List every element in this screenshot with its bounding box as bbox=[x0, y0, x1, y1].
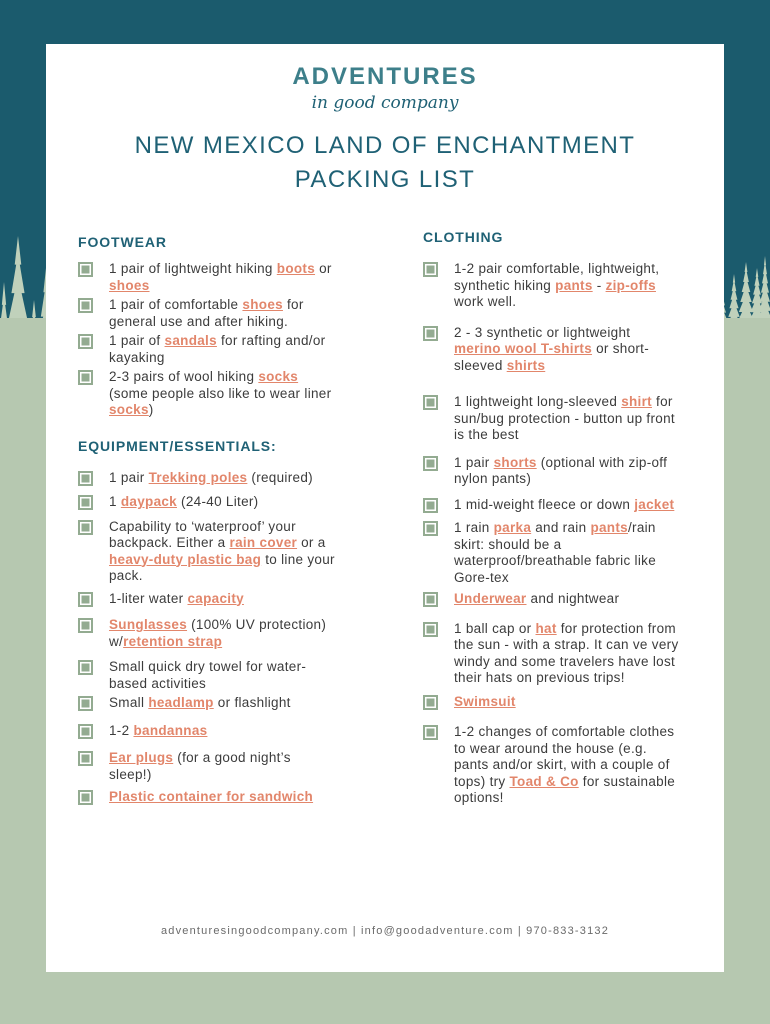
checkbox[interactable] bbox=[78, 471, 93, 486]
footwear-item bbox=[78, 297, 350, 330]
item-text bbox=[454, 621, 680, 687]
item-text bbox=[109, 617, 337, 650]
item-text bbox=[109, 261, 337, 294]
item-text-segment: 2-3 pairs of wool hiking bbox=[109, 369, 259, 384]
item-link[interactable]: retention strap bbox=[123, 633, 223, 649]
item-text-segment: (some people also like to wear liner bbox=[109, 385, 332, 401]
checkbox[interactable] bbox=[423, 262, 438, 277]
item-link[interactable]: headlamp bbox=[148, 695, 214, 710]
footwear-list bbox=[78, 261, 350, 419]
checkbox[interactable] bbox=[78, 618, 93, 633]
item-link[interactable]: socks bbox=[258, 369, 299, 384]
checkbox[interactable] bbox=[78, 724, 93, 739]
checkbox[interactable] bbox=[78, 592, 93, 607]
clothing-item bbox=[423, 724, 687, 807]
checkbox[interactable] bbox=[78, 696, 93, 711]
item-text-segment: (100% UV protection) w/ bbox=[109, 617, 327, 649]
item-text-segment: 1 pair of lightweight hiking bbox=[109, 261, 277, 276]
item-link[interactable]: hat bbox=[535, 620, 557, 636]
item-link[interactable]: pants bbox=[555, 277, 593, 293]
checkbox[interactable] bbox=[78, 262, 93, 277]
checkbox[interactable] bbox=[423, 326, 438, 341]
item-link[interactable]: shorts bbox=[493, 454, 537, 470]
equipment-item bbox=[78, 494, 350, 511]
item-text-segment: and rain bbox=[531, 520, 591, 535]
item-link[interactable]: Plastic container for sandwich bbox=[109, 789, 314, 804]
item-text-segment: 1 pair of bbox=[109, 333, 165, 348]
item-text bbox=[454, 724, 680, 807]
clothing-item bbox=[423, 394, 687, 444]
item-link[interactable]: pants bbox=[590, 520, 628, 535]
page-title-line-2: PACKING LIST bbox=[294, 166, 476, 193]
item-text bbox=[109, 591, 337, 608]
item-text bbox=[109, 519, 337, 585]
section-heading-clothing: CLOTHING bbox=[423, 229, 504, 245]
equipment-item bbox=[78, 695, 350, 712]
item-text-segment: 1 pair bbox=[109, 469, 149, 485]
clothing-item bbox=[423, 497, 687, 514]
equipment-item bbox=[78, 659, 350, 692]
footwear-item bbox=[78, 369, 350, 419]
item-link[interactable]: shirts bbox=[506, 357, 546, 373]
item-text bbox=[454, 497, 680, 514]
checkbox[interactable] bbox=[78, 520, 93, 535]
clothing-item bbox=[423, 520, 687, 586]
checkbox[interactable] bbox=[78, 660, 93, 675]
left-column bbox=[78, 234, 350, 806]
item-text bbox=[454, 455, 680, 488]
item-text-segment: 1-2 bbox=[109, 722, 134, 738]
checkbox[interactable] bbox=[78, 370, 93, 385]
clothing-item bbox=[423, 325, 687, 375]
item-text bbox=[109, 369, 337, 419]
equipment-item bbox=[78, 789, 350, 806]
item-text-segment: and nightwear bbox=[526, 591, 620, 606]
item-link[interactable]: sandals bbox=[164, 333, 217, 348]
equipment-item bbox=[78, 591, 350, 608]
item-link[interactable]: shoes bbox=[109, 277, 150, 293]
item-text-segment: (required) bbox=[247, 469, 313, 485]
item-text-segment: or a bbox=[297, 535, 326, 550]
item-text bbox=[109, 659, 337, 692]
item-text-segment: or short-sleeved bbox=[454, 341, 650, 373]
right-column bbox=[423, 229, 687, 807]
checkbox[interactable] bbox=[423, 725, 438, 740]
item-text-segment: /rain skirt: should be a waterproof/breathable fabric like Gore-tex bbox=[454, 520, 657, 585]
checkbox[interactable] bbox=[423, 592, 438, 607]
item-text-segment: 1-2 pair comfortable, lightweight, synthetic hiking bbox=[454, 261, 660, 293]
item-text bbox=[109, 297, 337, 330]
item-link[interactable]: parka bbox=[493, 520, 532, 535]
item-text bbox=[109, 789, 337, 806]
checkbox[interactable] bbox=[78, 495, 93, 510]
equipment-item bbox=[78, 617, 350, 650]
item-link[interactable]: daypack bbox=[120, 494, 177, 509]
item-text-segment: 1 rain bbox=[454, 520, 494, 535]
item-text-segment: Capability to ‘waterproof’ your backpack. Either a bbox=[109, 518, 296, 550]
clothing-item bbox=[423, 621, 687, 687]
item-text bbox=[109, 333, 337, 366]
item-text bbox=[454, 325, 680, 375]
checkbox[interactable] bbox=[423, 395, 438, 410]
item-text bbox=[454, 394, 680, 444]
item-text-segment: work well. bbox=[454, 294, 517, 309]
item-link[interactable]: merino wool T-shirts bbox=[454, 341, 593, 356]
item-text-segment: for sun/bug protection - button up front is the best bbox=[454, 394, 675, 442]
item-text-segment: or bbox=[315, 261, 332, 276]
item-text-segment: 1 bbox=[109, 494, 121, 509]
item-link[interactable]: Sunglasses bbox=[109, 617, 188, 632]
item-text bbox=[109, 695, 337, 712]
item-link[interactable]: boots bbox=[276, 261, 316, 276]
checkbox[interactable] bbox=[423, 498, 438, 513]
equipment-item bbox=[78, 519, 350, 585]
section-heading-footwear: FOOTWEAR bbox=[78, 234, 167, 250]
item-text-segment: - bbox=[592, 277, 606, 293]
item-text-segment: for rafting and/or kayaking bbox=[109, 333, 326, 365]
clothing-item bbox=[423, 455, 687, 488]
item-text bbox=[109, 494, 337, 511]
section-heading-equipment: EQUIPMENT/ESSENTIALS: bbox=[78, 437, 277, 454]
clothing-list bbox=[423, 261, 687, 807]
item-link[interactable]: shoes bbox=[242, 297, 283, 312]
equipment-item bbox=[78, 470, 350, 487]
brand-name: ADVENTURES bbox=[292, 63, 478, 90]
item-text bbox=[454, 694, 680, 711]
clothing-item bbox=[423, 694, 687, 711]
footwear-item bbox=[78, 261, 350, 294]
footwear-item bbox=[78, 333, 350, 366]
item-link[interactable]: capacity bbox=[187, 590, 244, 606]
item-text-segment: for sustainable options! bbox=[454, 773, 676, 805]
item-link[interactable]: bandannas bbox=[133, 722, 208, 738]
item-link[interactable]: Underwear bbox=[454, 591, 527, 606]
item-text-segment: 1 lightweight long-sleeved bbox=[454, 394, 622, 409]
item-text-segment: 1-2 changes of comfortable clothes to wear around the house (e.g. pants and/or skirt, with a couple of tops) try bbox=[454, 724, 675, 789]
checkbox[interactable] bbox=[78, 298, 93, 313]
item-text-segment: 1 pair bbox=[454, 454, 494, 470]
item-link[interactable]: Ear plugs bbox=[109, 750, 174, 765]
checkbox[interactable] bbox=[78, 790, 93, 805]
item-text-segment: 1 pair of comfortable bbox=[109, 297, 243, 312]
item-text-segment: ) bbox=[148, 402, 154, 417]
item-text-segment: 2 - 3 synthetic or lightweight bbox=[454, 324, 631, 340]
item-link[interactable]: Toad & Co bbox=[509, 773, 579, 789]
item-text-segment: (optional with zip-off nylon pants) bbox=[454, 454, 668, 486]
item-link[interactable]: jacket bbox=[634, 496, 675, 512]
equipment-list bbox=[78, 470, 350, 806]
item-text bbox=[454, 261, 680, 311]
checkbox[interactable] bbox=[423, 622, 438, 637]
item-link[interactable]: shirt bbox=[621, 394, 652, 409]
item-link[interactable]: Trekking poles bbox=[148, 469, 248, 485]
item-link[interactable]: zip-offs bbox=[605, 277, 656, 293]
item-text bbox=[109, 750, 337, 783]
item-text bbox=[454, 591, 680, 608]
item-text-segment: 1 ball cap or bbox=[454, 620, 536, 636]
brand-tagline: in good company bbox=[311, 93, 459, 113]
item-text-segment: Small quick dry towel for water-based activities bbox=[109, 659, 307, 691]
item-text bbox=[454, 520, 680, 586]
clothing-item bbox=[423, 591, 687, 608]
item-text bbox=[109, 470, 337, 487]
item-text-segment: 1-liter water bbox=[109, 590, 188, 606]
checkbox[interactable] bbox=[423, 456, 438, 471]
item-text-segment: or flashlight bbox=[213, 695, 291, 710]
checkbox[interactable] bbox=[423, 695, 438, 710]
checkbox[interactable] bbox=[423, 521, 438, 536]
item-text-segment: (for a good night’s sleep!) bbox=[109, 750, 291, 782]
item-text bbox=[109, 723, 337, 740]
item-text-segment: (24-40 Liter) bbox=[177, 494, 259, 509]
item-text-segment: for protection from the sun - with a strap. It can ve very windy and some travelers have lost their hats on previous trips! bbox=[454, 620, 679, 685]
equipment-item bbox=[78, 750, 350, 783]
item-text-segment: for general use and after hiking. bbox=[109, 297, 304, 329]
item-link[interactable]: rain cover bbox=[229, 535, 298, 550]
checkbox[interactable] bbox=[78, 334, 93, 349]
item-link[interactable]: heavy-duty plastic bag bbox=[109, 551, 262, 567]
item-link[interactable]: Swimsuit bbox=[454, 693, 516, 709]
equipment-item bbox=[78, 723, 350, 740]
item-text-segment: Small bbox=[109, 695, 149, 710]
clothing-item bbox=[423, 261, 687, 311]
item-text-segment: 1 mid-weight fleece or down bbox=[454, 496, 635, 512]
footer-contact: adventuresingoodcompany.com | info@goodadventure.com | 970-833-3132 bbox=[160, 925, 610, 937]
page-title-line-1: NEW MEXICO LAND OF ENCHANTMENT bbox=[134, 132, 636, 159]
checkbox[interactable] bbox=[78, 751, 93, 766]
item-text-segment: to line your pack. bbox=[109, 551, 335, 583]
item-link[interactable]: socks bbox=[109, 402, 149, 417]
